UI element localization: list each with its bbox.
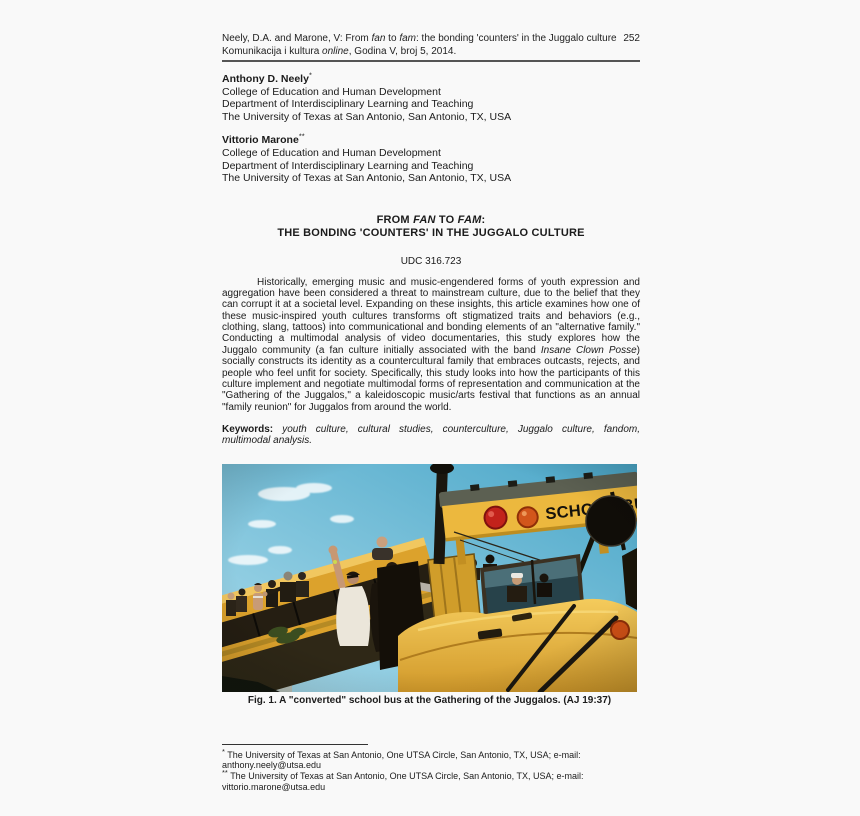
- running-head-title: Neely, D.A. and Marone, V: From fan to fam: the bonding 'counters' in the Juggalo culture: [222, 33, 617, 44]
- author-affiliation-line: The University of Texas at San Antonio, San Antonio, TX, USA: [222, 172, 512, 185]
- running-head: [222, 0, 640, 62]
- figure-photo: [222, 464, 637, 692]
- article-title: [222, 214, 640, 241]
- band-name: Insane Clown Posse: [540, 344, 637, 356]
- keywords-paragraph: [222, 424, 640, 447]
- udc-number: UDC 316.723: [400, 255, 462, 267]
- footnote-separator: [222, 744, 368, 745]
- author-block-1: [222, 70, 640, 123]
- author-affiliation-line: College of Education and Human Development: [222, 85, 441, 98]
- article-title-line2: THE BONDING 'COUNTERS' IN THE JUGGALO CULTURE: [277, 227, 585, 240]
- photo-vignette: [222, 464, 637, 692]
- author-block-2: [222, 131, 640, 185]
- author-affiliation-line: Department of Interdisciplinary Learning and Teaching: [222, 98, 474, 111]
- keywords-label: Keywords:: [222, 423, 274, 435]
- page-number: 252: [623, 33, 640, 44]
- author-affiliation-line: College of Education and Human Development: [222, 146, 441, 159]
- author-name: Anthony D. Neely*: [222, 70, 312, 85]
- footnote-marker: *: [308, 70, 312, 80]
- author-affiliation-line: Department of Interdisciplinary Learning and Teaching: [222, 159, 474, 172]
- text-column: [222, 0, 640, 792]
- abstract-paragraph: Historically, emerging music and music-engendered forms of youth expression and aggregation have been considered a threat to mainstream culture, due to the belief that they can corrupt it at a societal level. Expanding on these insights, this article examines how one of these music-inspired youth cultures transforms oft stigmatized traits and behaviors (e.g., clothing, slang, tattoos) into communicational and bonding elements of an "alternative family." Conducting a multimodal analysis of video documentaries, this study explores how the Juggalo community (a fan culture initially associated with the band Insane Clown Posse) socially constructs its identity as a countercultural family that embraces outcasts, rejects, and people who feel unfit for society. Specifically, this study looks into how the participants of this culture implement and negotiate multimodal forms of representation and communication at the "Gathering of the Juggalos," a kaleidoscopic music/arts festival that functions as an annual "family reunion" for Juggalos from around the world.: [222, 276, 640, 413]
- header-rule: [222, 60, 640, 62]
- figure-1: [222, 464, 637, 707]
- footnote-1: * The University of Texas at San Antonio, One UTSA Circle, San Antonio, TX, USA; e-mail: anthony.neely@utsa.edu: [222, 746, 581, 771]
- figure-caption: Fig. 1. A "converted" school bus at the Gathering of the Juggalos. (AJ 19:37): [247, 694, 612, 706]
- article-title-line1: FROM FAN TO FAM:: [376, 213, 486, 226]
- running-head-line2: Komunikacija i kultura online, Godina V, broj 5, 2014.: [222, 45, 457, 57]
- running-head-line1: [222, 33, 640, 46]
- author-name: Vittorio Marone**: [222, 131, 305, 147]
- footnote-2: ** The University of Texas at San Antonio, One UTSA Circle, San Antonio, TX, USA; e-mail: vittorio.marone@utsa.edu: [222, 768, 584, 792]
- keywords-list: youth culture, cultural studies, counterculture, Juggalo culture, fandom, multimodal analysis.: [222, 423, 640, 447]
- footnotes: [222, 744, 640, 792]
- footnote-marker: **: [298, 131, 305, 141]
- author-affiliation-line: The University of Texas at San Antonio, San Antonio, TX, USA: [222, 110, 512, 123]
